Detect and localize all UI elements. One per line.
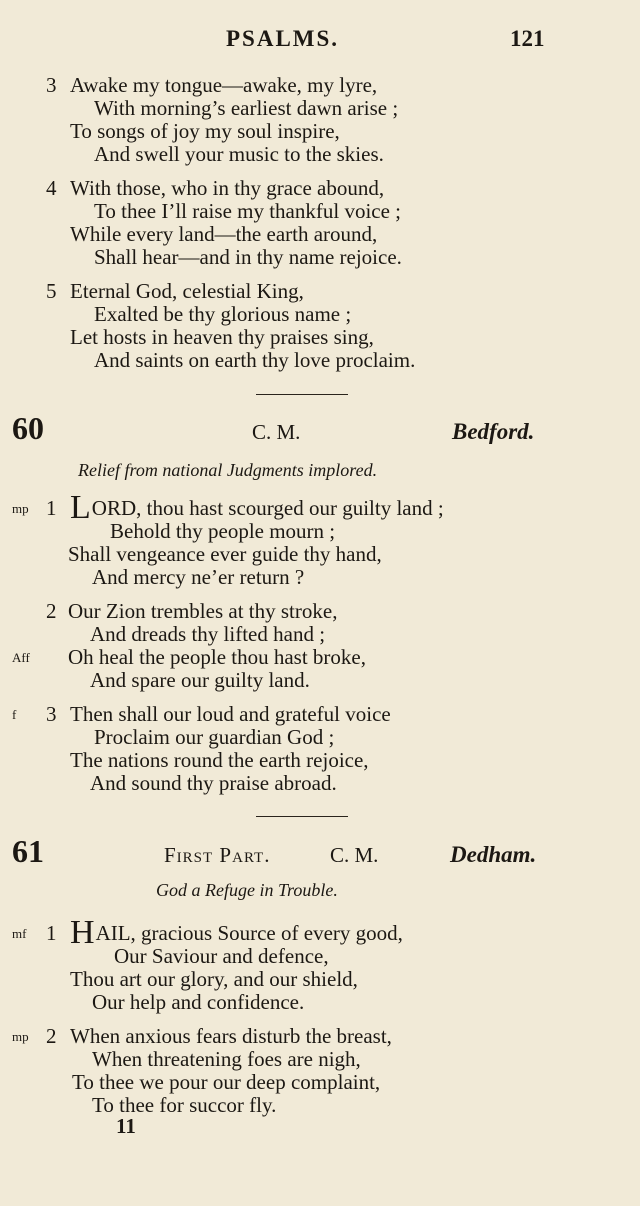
verse-number: 3	[46, 702, 57, 726]
hymn-meter: C. M.	[330, 843, 379, 867]
verse-first-line	[70, 489, 444, 526]
verse-number: 1	[46, 921, 57, 945]
verse-line: Proclaim our guardian God ;	[94, 725, 335, 749]
verse-line: With morning’s earliest dawn arise ;	[94, 96, 399, 120]
hymn-subtitle: God a Refuge in Trouble.	[156, 880, 338, 900]
verse-number: 1	[46, 496, 57, 520]
verse-line: Awake my tongue—awake, my lyre,	[70, 73, 378, 97]
verse-line: Then shall our loud and grateful voice	[70, 702, 391, 726]
tune-name: Bedford.	[452, 419, 535, 444]
verse-line: To thee for succor fly.	[92, 1093, 277, 1117]
verse-line: Oh heal the people thou hast broke,	[68, 645, 366, 669]
verse-number: 3	[46, 73, 57, 97]
verse-number: 5	[46, 279, 57, 303]
verse-number: 4	[46, 176, 57, 200]
verse-line: When anxious fears disturb the breast,	[70, 1024, 392, 1048]
hymn-subtitle: Relief from national Judgments implored.	[78, 460, 378, 480]
dynamic-marking: mp	[12, 501, 29, 516]
verse-line: Behold thy people mourn ;	[110, 519, 336, 543]
dynamic-marking: Aff	[12, 650, 30, 665]
verse-line: To songs of joy my soul inspire,	[70, 119, 340, 143]
verse-first-line	[70, 914, 403, 951]
verse-line: Shall hear—and in thy name rejoice.	[94, 245, 402, 269]
verse-line: And dreads thy lifted hand ;	[90, 622, 326, 646]
part-label: First Part.	[164, 843, 271, 867]
verse-line-text: AIL, gracious Source of every good,	[95, 921, 403, 945]
verse-line: The nations round the earth rejoice,	[70, 748, 369, 772]
hymn-number: 60	[12, 410, 44, 446]
tune-name: Dedham.	[450, 842, 537, 867]
verse-line: When threatening foes are nigh,	[92, 1047, 361, 1071]
verse-line: Our Saviour and defence,	[114, 944, 329, 968]
verse-line: And mercy ne’er return ?	[92, 565, 305, 589]
hymn-number: 61	[12, 833, 44, 869]
verse-line: While every land—the earth around,	[70, 222, 378, 246]
verse-line: Let hosts in heaven thy praises sing,	[70, 325, 374, 349]
verse-line: Thou art our glory, and our shield,	[70, 967, 358, 991]
drop-capital: H	[70, 914, 95, 951]
drop-capital: L	[70, 489, 91, 526]
dynamic-marking: mf	[12, 926, 27, 941]
verse-number: 2	[46, 1024, 57, 1048]
verse-line: To thee we pour our deep complaint,	[72, 1070, 381, 1094]
verse-line: Eternal God, celestial King,	[70, 279, 304, 303]
verse-line: With those, who in thy grace abound,	[70, 176, 385, 200]
signature-mark: 11	[116, 1114, 136, 1138]
verse-line: Exalted be thy glorious name ;	[94, 302, 352, 326]
verse-line: And swell your music to the skies.	[94, 142, 384, 166]
verse-line: And spare our guilty land.	[90, 668, 310, 692]
verse-line: And sound thy praise abroad.	[90, 771, 337, 795]
page-number: 121	[510, 26, 545, 51]
section-divider	[256, 394, 348, 395]
verse-line: Shall vengeance ever guide thy hand,	[68, 542, 382, 566]
verse-line: And saints on earth thy love proclaim.	[94, 348, 416, 372]
verse-line: Our help and confidence.	[92, 990, 305, 1014]
verse-line: Our Zion trembles at thy stroke,	[68, 599, 338, 623]
verse-line-text: ORD, thou hast scourged our guilty land ;	[91, 496, 444, 520]
verse-line: To thee I’ll raise my thankful voice ;	[94, 199, 402, 223]
dynamic-marking: mp	[12, 1029, 29, 1044]
dynamic-marking: f	[12, 707, 17, 722]
section-divider	[256, 816, 348, 817]
running-title: PSALMS.	[226, 26, 340, 51]
verse-number: 2	[46, 599, 57, 623]
hymn-meter: C. M.	[252, 420, 301, 444]
